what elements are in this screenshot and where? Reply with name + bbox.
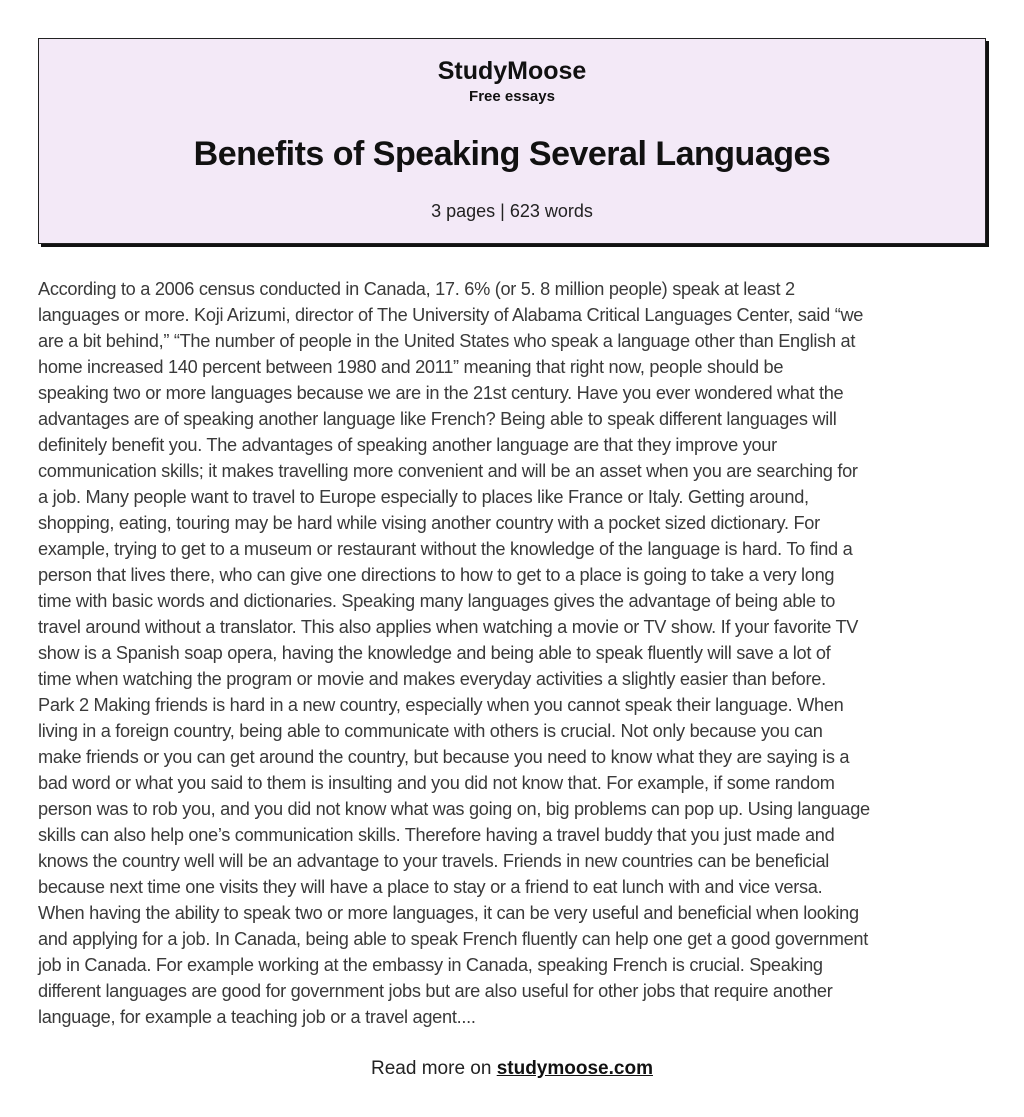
essay-line: person was to rob you, and you did not know what was going on, big problems can pop up. Using language (38, 799, 870, 819)
essay-line: shopping, eating, touring may be hard while vising another country with a pocket sized dictionary. For (38, 513, 820, 533)
essay-line: a job. Many people want to travel to Europe especially to places like France or Italy. Getting around, (38, 487, 809, 507)
essay-body (38, 276, 998, 1030)
essay-line: because next time one visits they will have a place to stay or a friend to eat lunch with and vice versa. (38, 877, 823, 897)
brand-tagline: Free essays (469, 88, 555, 105)
essay-line: time when watching the program or movie and makes everyday activities a slightly easier than before. (38, 669, 826, 689)
essay-line: person that lives there, who can give one directions to how to get to a place is going to take a very long (38, 565, 835, 585)
footer (0, 1058, 1024, 1080)
essay-line: living in a foreign country, being able to communicate with others is crucial. Not only because you can (38, 721, 823, 741)
essay-line: definitely benefit you. The advantages of speaking another language are that they improve your (38, 435, 777, 455)
footer-prefix: Read more on (371, 1058, 497, 1079)
essay-line: speaking two or more languages because we are in the 21st century. Have you ever wondered what the (38, 383, 844, 403)
essay-line: languages or more. Koji Arizumi, director of The University of Alabama Critical Languages Center, said “we (38, 305, 864, 325)
essay-line: skills can also help one’s communication skills. Therefore having a travel buddy that you just made and (38, 825, 835, 845)
essay-line: According to a 2006 census conducted in Canada, 17. 6% (or 5. 8 million people) speak at least 2 (38, 279, 795, 299)
essay-line: make friends or you can get around the country, but because you need to know what they are saying is a (38, 747, 850, 767)
essay-meta: 3 pages | 623 words (431, 201, 593, 221)
brand-logo: StudyMoose (437, 57, 587, 85)
essay-line: When having the ability to speak two or more languages, it can be very useful and beneficial when looking (38, 903, 859, 923)
essay-line: different languages are good for government jobs but are also useful for other jobs that require another (38, 981, 833, 1001)
essay-header (38, 38, 986, 244)
essay-line: show is a Spanish soap opera, having the knowledge and being able to speak fluently will save a lot of (38, 643, 831, 663)
essay-line: are a bit behind,” “The number of people in the United States who speak a language other than English at (38, 331, 856, 351)
essay-line: language, for example a teaching job or a travel agent.... (38, 1007, 476, 1027)
essay-line: advantages are of speaking another language like French? Being able to speak different languages will (38, 409, 837, 429)
essay-line: example, trying to get to a museum or restaurant without the knowledge of the language is hard. To find a (38, 539, 853, 559)
page-title: Benefits of Speaking Several Languages (193, 135, 831, 173)
essay-line: and applying for a job. In Canada, being able to speak French fluently can help one get a good government (38, 929, 868, 949)
essay-line: job in Canada. For example working at the embassy in Canada, speaking French is crucial. Speaking (38, 955, 823, 975)
essay-line: knows the country well will be an advantage to your travels. Friends in new countries can be beneficial (38, 851, 830, 871)
essay-line: communication skills; it makes travelling more convenient and will be an asset when you are searching for (38, 461, 858, 481)
essay-line: time with basic words and dictionaries. Speaking many languages gives the advantage of being able to (38, 591, 836, 611)
studymoose-link[interactable]: studymoose.com (496, 1058, 653, 1079)
essay-line: home increased 140 percent between 1980 and 2011” meaning that right now, people should be (38, 357, 784, 377)
essay-line: Park 2 Making friends is hard in a new country, especially when you cannot speak their language. When (38, 695, 844, 715)
essay-line: travel around without a translator. This also applies when watching a movie or TV show. If your favorite TV (38, 617, 859, 637)
essay-line: bad word or what you said to them is insulting and you did not know that. For example, if some random (38, 773, 835, 793)
